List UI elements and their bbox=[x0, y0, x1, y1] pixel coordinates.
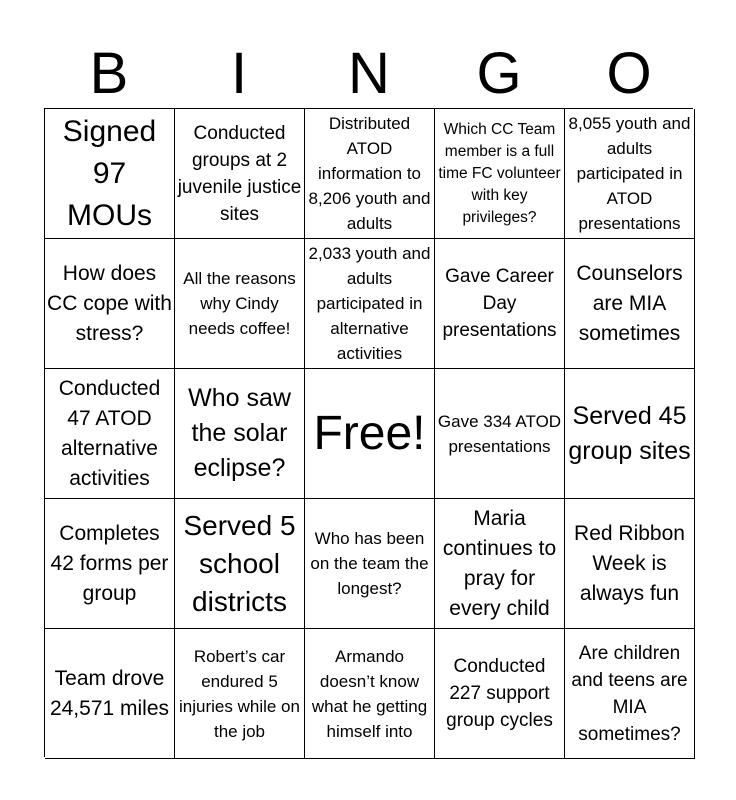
cell-text: Armando doesn’t know what he getting himself into bbox=[311, 646, 428, 741]
bingo-cell[interactable] bbox=[45, 629, 175, 759]
bingo-cell[interactable] bbox=[565, 109, 695, 239]
cell-text: Distributed ATOD information to 8,206 youth and adults bbox=[308, 114, 431, 233]
header-letter-b: B bbox=[89, 41, 129, 106]
cell-text: 2,033 youth and adults participated in alternative activities bbox=[308, 244, 431, 363]
bingo-cell[interactable] bbox=[45, 499, 175, 629]
cell-text: Gave 334 ATOD presentations bbox=[437, 411, 562, 456]
cell-text: Completes 42 forms per group bbox=[50, 521, 169, 605]
bingo-cell[interactable] bbox=[565, 239, 695, 369]
cell-text: How does CC cope with stress? bbox=[47, 261, 172, 345]
cell-text: Team drove 24,571 miles bbox=[49, 666, 170, 720]
bingo-cell[interactable] bbox=[175, 369, 305, 499]
header-letter-i: I bbox=[230, 41, 248, 106]
bingo-cell[interactable] bbox=[435, 499, 565, 629]
bingo-cell[interactable] bbox=[305, 109, 435, 239]
bingo-cell[interactable] bbox=[45, 369, 175, 499]
bingo-cell[interactable] bbox=[565, 629, 695, 759]
cell-text: Who saw the solar eclipse? bbox=[188, 384, 291, 482]
bingo-cell[interactable] bbox=[45, 109, 175, 239]
bingo-cell[interactable] bbox=[435, 109, 565, 239]
cell-text: Free! bbox=[313, 406, 426, 460]
cell-text: Signed 97 MOUs bbox=[62, 114, 157, 232]
bingo-cell[interactable] bbox=[565, 499, 695, 629]
cell-text: All the reasons why Cindy needs coffee! bbox=[183, 269, 296, 338]
cell-text: Served 5 school districts bbox=[183, 509, 296, 617]
cell-text: Are children and teens are MIA sometimes? bbox=[571, 642, 688, 745]
bingo-cell[interactable] bbox=[435, 629, 565, 759]
bingo-cell[interactable] bbox=[305, 239, 435, 369]
bingo-grid bbox=[44, 108, 693, 757]
cell-text: Maria continues to pray for every child bbox=[442, 506, 557, 620]
bingo-cell[interactable] bbox=[305, 629, 435, 759]
cell-text: 8,055 youth and adults participated in ATOD presentations bbox=[568, 114, 691, 233]
header-letter-n: N bbox=[348, 41, 390, 106]
bingo-cell[interactable] bbox=[175, 629, 305, 759]
cell-text: Served 45 group sites bbox=[568, 401, 691, 465]
cell-text: Red Ribbon Week is always fun bbox=[574, 521, 685, 605]
bingo-cell[interactable] bbox=[435, 239, 565, 369]
header-letter-o: O bbox=[606, 41, 652, 106]
cell-text: Conducted groups at 2 juvenile justice sites bbox=[177, 122, 302, 225]
cell-text: Counselors are MIA sometimes bbox=[576, 261, 683, 345]
cell-text: Conducted 47 ATOD alternative activities bbox=[58, 376, 161, 490]
bingo-cell[interactable] bbox=[45, 239, 175, 369]
cell-text: Robert’s car endured 5 injuries while on the job bbox=[179, 646, 300, 741]
free-space-cell[interactable] bbox=[305, 369, 435, 499]
cell-text: Conducted 227 support group cycles bbox=[446, 656, 553, 731]
cell-text: Who has been on the team the longest? bbox=[310, 529, 429, 598]
bingo-cell[interactable] bbox=[305, 499, 435, 629]
bingo-cell[interactable] bbox=[435, 369, 565, 499]
bingo-cell[interactable] bbox=[175, 499, 305, 629]
bingo-cell[interactable] bbox=[175, 109, 305, 239]
cell-text: Which CC Team member is a full time FC volunteer with key privileges? bbox=[438, 120, 561, 226]
bingo-header bbox=[44, 40, 694, 108]
cell-text: Gave Career Day presentations bbox=[442, 266, 557, 341]
bingo-cell[interactable] bbox=[565, 369, 695, 499]
bingo-cell[interactable] bbox=[175, 239, 305, 369]
header-letter-g: G bbox=[476, 41, 522, 106]
